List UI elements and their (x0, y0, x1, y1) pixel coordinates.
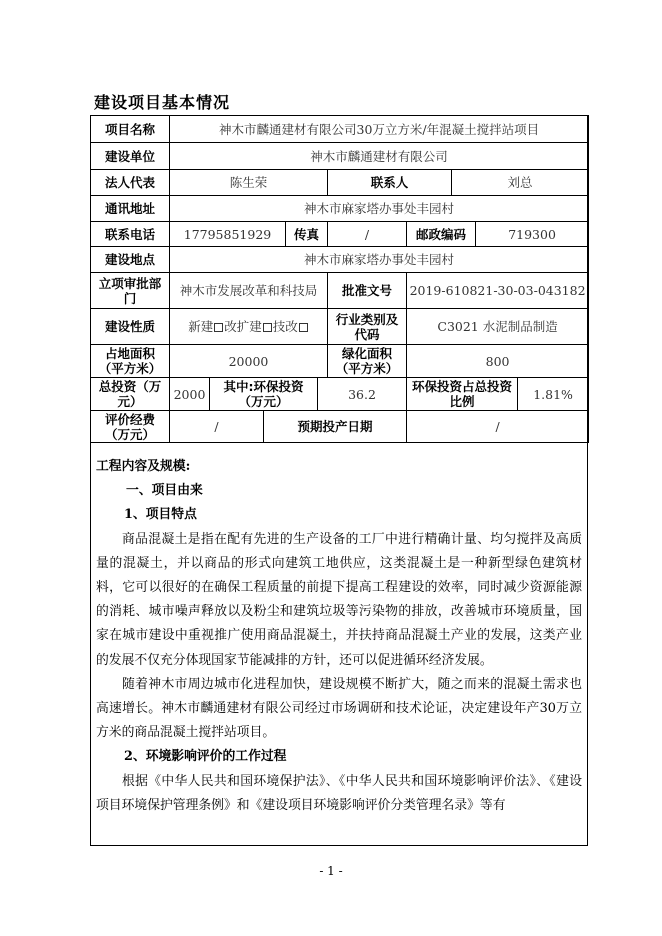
project-name-label: 项目名称 (91, 116, 170, 143)
area-label: 占地面积（平方米） (91, 345, 170, 378)
legal-rep-value: 陈生荣 (170, 170, 328, 196)
checkbox-icon (299, 323, 308, 332)
unit-label: 建设单位 (91, 143, 170, 170)
approval-no-label: 批准文号 (328, 273, 407, 309)
phone-label: 联系电话 (91, 222, 170, 247)
project-name: 神木市麟通建材有限公司30万立方米/年混凝土搅拌站项目 (170, 116, 589, 143)
nature-expand: 改扩建 (224, 319, 262, 334)
prod-date-label: 预期投产日期 (264, 411, 407, 443)
ratio-value: 1.81% (518, 378, 589, 411)
industry-value: C3021 水泥制品制造 (407, 309, 589, 345)
ratio-label: 环保投资占总投资比例 (407, 378, 518, 411)
area-value: 20000 (170, 345, 328, 378)
approval-dept-value: 神木市发展改革和科技局 (170, 273, 328, 309)
contact-label: 联系人 (328, 170, 452, 196)
subsection-heading: 2、环境影响评价的工作过程 (124, 749, 287, 765)
paragraph: 商品混凝土是指在配有先进的生产设备的工厂中进行精确计量、均匀搅拌及高质量的混凝土，并以商品的形式向建筑工地供应，这类混凝土是一种新型绿色建筑材料，它可以很好的在确保工程质量的前提下提高工程建设的效率，同时减少资源能源的消耗、城市噪声释放以及粉尘和建筑垃圾等污染物的排放，改善城市环境质量，国家在城市建设中重视推广使用商品混凝土，并扶持商品混凝土产业的发展，这类产业的发展不仅充分体现国家节能减排的方针，还可以促进循环经济发展。 (96, 531, 582, 668)
eval-fee-label: 评价经费（万元） (91, 411, 170, 443)
page-title: 建设项目基本情况 (94, 93, 231, 112)
address-value: 神木市麻家塔办事处丰园村 (170, 196, 589, 222)
env-invest-value: 36.2 (318, 378, 407, 411)
postcode-value: 719300 (476, 222, 589, 247)
location-label: 建设地点 (91, 247, 170, 273)
address-label: 通讯地址 (91, 196, 170, 222)
green-value: 800 (407, 345, 589, 378)
env-invest-label: 其中:环保投资（万元） (210, 378, 318, 411)
paragraph: 随着神木市周边城市化进程加快，建设规模不断扩大，随之而来的混凝土需求也高速增长。神木市麟通建材有限公司经过市场调研和技术论证，决定建设年产30万立方米的商品混凝土搅拌站项目。 (96, 676, 582, 741)
postcode-label: 邮政编码 (407, 222, 476, 247)
nature-tech: 技改 (272, 319, 298, 334)
approval-no-value: 2019-610821-30-03-043182 (407, 273, 589, 309)
prod-date-value: / (407, 411, 589, 443)
paragraph: 根据《中华人民共和国环境保护法》、《中华人民共和国环境影响评价法》、《建设项目环境保护管理条例》和《建设项目环境影响评价分类管理名录》等有 (96, 773, 582, 813)
checkbox-icon (263, 323, 272, 332)
page-number: - 1 - (319, 864, 343, 878)
nature-label: 建设性质 (91, 309, 170, 345)
location-value: 神木市麻家塔办事处丰园村 (170, 247, 589, 273)
subsection-heading: 1、项目特点 (124, 507, 197, 523)
industry-label: 行业类别及代码 (328, 309, 407, 345)
approval-dept-label: 立项审批部门 (91, 273, 170, 309)
section-heading: 一、项目由来 (126, 483, 203, 499)
invest-value: 2000 (170, 378, 210, 411)
eval-fee-value: / (170, 411, 264, 443)
nature-new: 新建 (188, 319, 214, 334)
invest-label: 总投资（万元） (91, 378, 170, 411)
fax-label: 传真 (286, 222, 328, 247)
project-info-table (90, 115, 589, 443)
legal-rep-label: 法人代表 (91, 170, 170, 196)
project-content (96, 455, 582, 818)
fax-value: / (328, 222, 407, 247)
green-label: 绿化面积（平方米） (328, 345, 407, 378)
unit-value: 神木市麟通建材有限公司 (170, 143, 589, 170)
nature-options (170, 309, 328, 345)
content-heading: 工程内容及规模: (96, 459, 191, 474)
contact-value: 刘总 (452, 170, 589, 196)
phone-value: 17795851929 (170, 222, 286, 247)
checkbox-icon (214, 323, 223, 332)
